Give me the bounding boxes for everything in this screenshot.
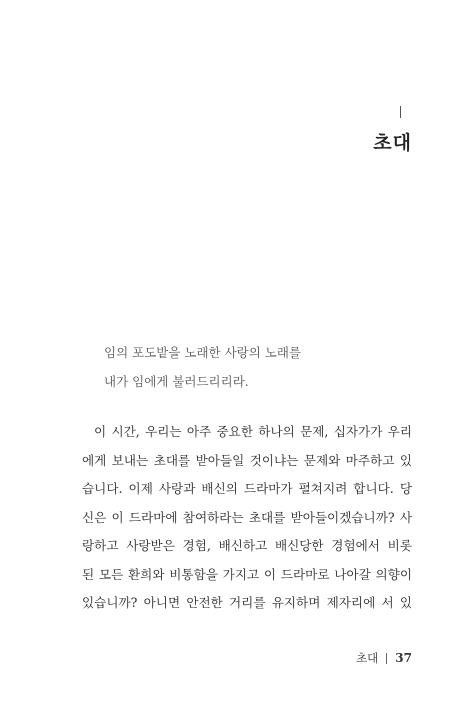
epigraph-line: 내가 임에게 불러드리리라. — [104, 374, 249, 389]
running-head: 초대 — [356, 651, 379, 665]
chapter-divider-mark — [400, 106, 401, 118]
epigraph — [104, 338, 301, 396]
page-footer — [356, 650, 412, 666]
body-line: 습니다. 이제 사랑과 배신의 드라마가 펼쳐지려 합니다. 당 — [82, 481, 412, 496]
body-line: 있습니까? 아니면 안전한 거리를 유지하며 제자리에 서 있 — [82, 595, 412, 610]
epigraph-line: 임의 포도밭을 노래한 사랑의 노래를 — [104, 345, 302, 360]
page-number: 37 — [395, 651, 412, 665]
body-line: 랑하고 사랑받은 경험, 배신하고 배신당한 경험에서 비롯 — [82, 538, 412, 553]
body-paragraph — [82, 418, 412, 618]
body-line: 신은 이 드라마에 참여하라는 초대를 받아들이겠습니까? 사 — [82, 509, 412, 525]
chapter-title: 초대 — [373, 132, 412, 154]
body-line: 에게 보내는 초대를 받아들일 것이냐는 문제와 마주하고 있 — [82, 452, 412, 468]
body-line: 된 모든 환희와 비통함을 가지고 이 드라마로 나아갈 의향이 — [82, 566, 412, 582]
body-line: 이 시간, 우리는 아주 중요한 하나의 문제, 십자가가 우리 — [94, 424, 412, 439]
footer-separator — [386, 653, 387, 664]
